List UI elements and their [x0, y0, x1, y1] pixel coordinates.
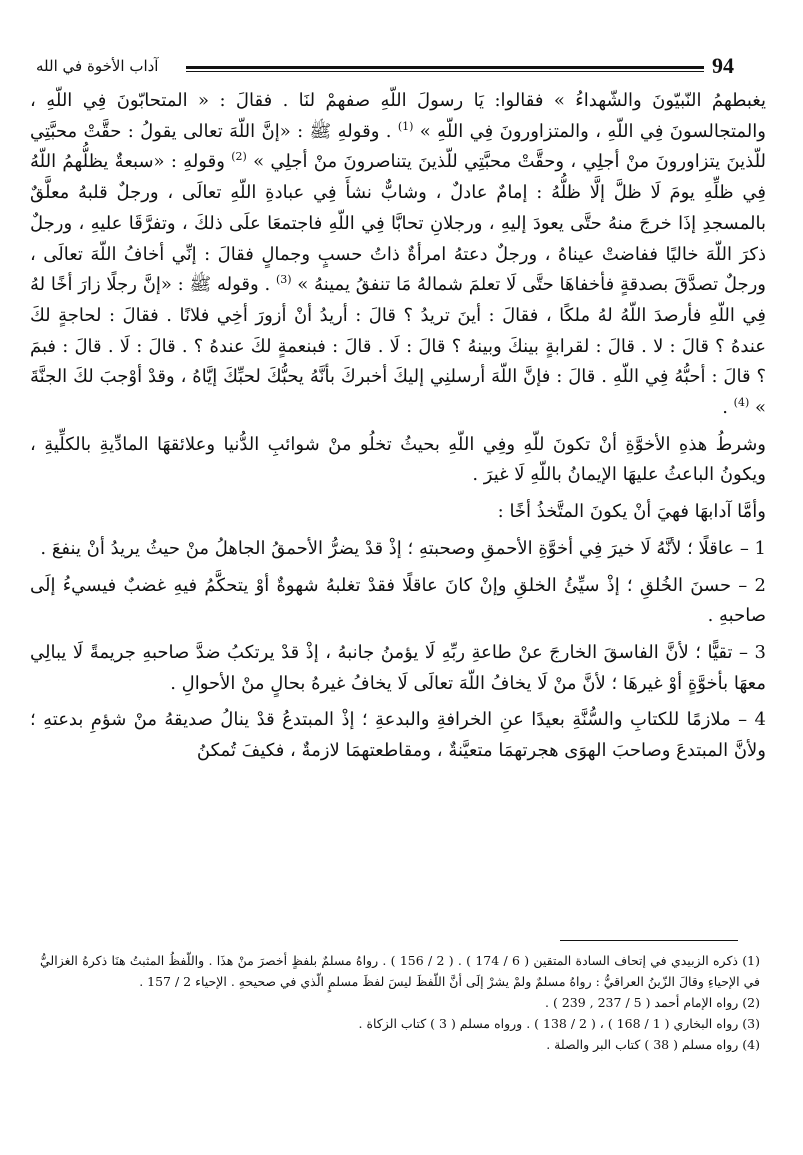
footnote-1: (1) ذكره الزبيدي في إتحاف السادة المتقين ( 6 / 174 ) . ( 2 / 156 ) . رواهُ مسلمٌ بلفظٍ أخصرَ منْ هذَا . واللّفظُ المثبتُ هنَا ذكرهُ الغزاليُّ في الإحياءِ وقالَ الزّينُ العراقيُّ : رواهُ مسلمٌ ولمْ يشرْ إلَى أنَّ اللّفظَ ليسَ لفظَ مسلمٍ الّذي في صحيحهِ . الإحياء 2 / 157 . [40, 953, 760, 989]
etiquette-intro: وأمَّا آدابهَا فهيَ أنْ يكونَ المتَّخذُ أخًا : [497, 501, 766, 523]
hadith-paragraph [30, 86, 766, 424]
footnote-2: (2) رواه الإمام أحمد ( 5 / 237 , 239 ) . [545, 995, 760, 1010]
text-segment: . وقولهِ ﷺ : «إنَّ اللّهَ تعالى يقولُ : حقَّتْ محبَّتِي للّذينَ يتزاورونَ منْ أجلِي ، وحقَّتْ محبَّتِي للّذينَ يتناصرونَ منْ أجلِي » [30, 120, 767, 173]
list-item-1: 1 – عاقلًا ؛ لأنَّهُ لَا خيرَ فِي أخوَّةِ الأحمقِ وصحبتهِ ؛ إذْ قدْ يضرُّ الأحمقُ الجاهلُ منْ حيثُ يريدُ أنْ ينفعَ . [40, 537, 766, 559]
footnote-4: (4) رواه مسلم ( 38 ) كتاب البر والصلة . [546, 1037, 760, 1052]
footnote-ref-4: (4) [733, 396, 750, 410]
header-rule [186, 66, 704, 69]
footnote-divider [560, 940, 738, 941]
text-segment: يغبطهمُ النّبيّونَ والشّهداءُ » فقالوا: يَا رسولَ اللّهِ صفهمْ لنَا . فقالَ : « المتحابّونَ فِي اللّهِ ، والمتجالسونَ فِي اللّهِ ، والمتزاورونَ فِي اللّهِ » [30, 90, 766, 142]
footnotes [40, 950, 760, 1055]
text-segment: . وقوله ﷺ : «إنَّ رجلًا زارَ أخًا لهُ فِي اللّهِ فأرصدَ اللّهُ لهُ ملكًا ، فقالَ : أينَ تريدُ ؟ قالَ : أريدُ أنْ أزورَ أخِي فلانًا . فقالَ : لحاجةٍ لكَ عندهُ ؟ قالَ : لا . قالَ : لقرابةٍ بينكَ وبينهُ ؟ قالَ : لَا . قالَ : فبنعمةٍ لكَ عندهُ ؟ . قالَ : لَا . قالَ : فبمَ ؟ قالَ : أحبُّهُ فِي اللّهِ . قالَ : فإنَّ اللّهَ أرسلنِي إليكَ أخبركَ بأنَّهُ يحبُّكَ لحبِّكَ إيَّاهُ ، وقدْ أوْجبَ لكَ الجنَّةَ » [30, 274, 766, 419]
footnote-ref-2: (2) [231, 150, 247, 164]
list-item-3: 3 – تقيًّا ؛ لأنَّ الفاسقَ الخارجَ عنْ طاعةِ ربِّهِ لَا يؤمنُ جانبهُ ، إذْ قدْ يرتكبُ ضدَّ صاحبهِ جريمةً لَا يبالِي معهَا بأخوَّةٍ أوْ غيرهَا ؛ لأنَّ منْ لَا يخافُ اللّهَ تعالَى لَا يخافُ غيرهُ بحالٍ منْ الأحوالِ . [30, 641, 766, 694]
page-header [36, 54, 760, 80]
page-number: 94 [712, 53, 734, 78]
text-segment: . [722, 397, 734, 419]
footnote-3: (3) رواه البخاري ( 1 / 168 ) ، ( 2 / 138 ) . ورواه مسلم ( 3 ) كتاب الزكاة . [358, 1016, 760, 1031]
main-text [30, 86, 766, 767]
text-segment: وقولهِ : «سبعةٌ يظلُّهمُ اللّهُ فِي ظلِّهِ يومَ لَا ظلَّ إلَّا ظلُّهُ : إمامٌ عادلٌ ، وشابٌّ نشأَ فِي عبادةِ اللّهِ تعالَى ، ورجلٌ قلبهُ معلَّقٌ بالمسجدِ إذَا خرجَ منهُ حتَّى يعودَ إليهِ ، ورجلانِ تحابَّا فِي اللّهِ فاجتمعَا علَى ذلكَ ، وتفرَّقَا عليهِ ، ورجلٌ ذكرَ اللّهَ خاليًا ففاضتْ عيناهُ ، ورجلٌ دعتهُ امرأةٌ ذاتُ حسبٍ وجمالٍ فقالَ : إنِّي أخافُ اللّهَ تعالَى ، ورجلٌ تصدَّقَ بصدقةٍ فأخفاهَا حتَّى لَا تعلمَ شمالهُ مَا تنفقُ يمينهُ » [30, 151, 766, 296]
running-title: آداب الأخوة في الله [36, 57, 159, 75]
list-item-4: 4 – ملازمًا للكتابِ والسُّنَّةِ بعيدًا عنِ الخرافةِ والبدعةِ ؛ إذْ المبتدعُ قدْ ينالُ صديقهُ منْ شؤمِ بدعتهِ ؛ ولأنَّ المبتدعَ وصاحبَ الهوَى هجرتهمَا متعيَّنةٌ ، ومقاطعتهمَا لازمةٌ ، فكيفَ تُمكنُ [30, 709, 766, 762]
footnote-ref-1: (1) [397, 119, 414, 133]
list-item-2: 2 – حسنَ الخُلقِ ؛ إذْ سيِّئُ الخلقِ وإنْ كانَ عاقلًا فقدْ تغلبهُ شهوةٌ أوْ يتحكَّمُ فيهِ غضبٌ فيسيءُ إلَى صاحبهِ . [30, 574, 766, 627]
header-rule-thin [186, 71, 704, 72]
footnote-ref-3: (3) [275, 273, 292, 287]
condition-paragraph: وشرطُ هذهِ الأخوَّةِ أنْ تكونَ للّهِ وفِي اللّهِ بحيثُ تخلُو منْ شوائبِ الدُّنيا وعلائقهَا المادِّيةِ بالكلِّيةِ ، ويكونُ الباعثُ عليهَا الإيمانُ باللّهِ لَا غيرَ . [30, 433, 766, 486]
